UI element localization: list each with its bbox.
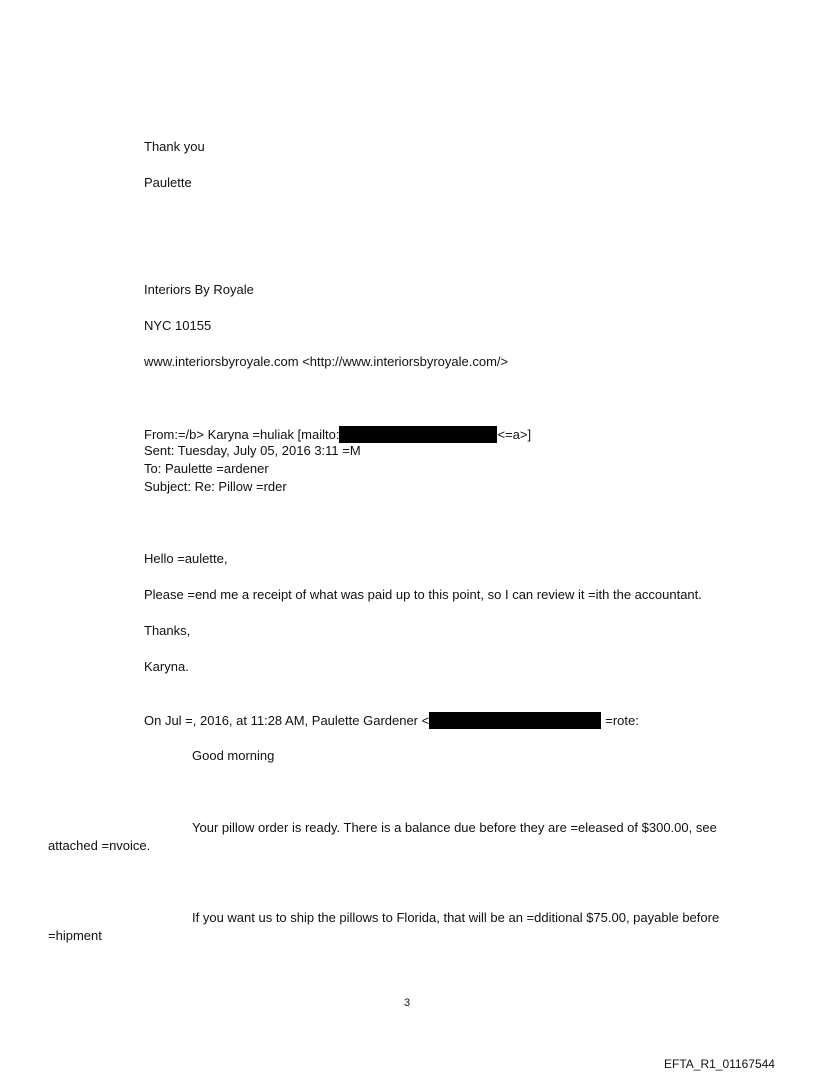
- quoted-para2-line1: If you want us to ship the pillows to Florida, that will be an =dditional $75.00, payable before: [192, 910, 720, 925]
- page-number: 3: [404, 997, 411, 1009]
- company-website: www.interiorsbyroyale.com <http://www.interiorsbyroyale.com/>: [144, 354, 509, 369]
- intro-prefix: On Jul =, 2016, at 11:28 AM, Paulette Gardener <: [144, 713, 430, 728]
- reply-thanks: Thanks,: [144, 623, 191, 638]
- company-name: Interiors By Royale: [144, 282, 254, 297]
- quoted-para1-line1: Your pillow order is ready. There is a balance due before they are =eleased of $300.00, see: [192, 820, 717, 835]
- email-from-line: [144, 426, 531, 443]
- redaction-block: [429, 712, 601, 729]
- from-suffix: <=a>]: [497, 427, 532, 442]
- email-to-line: To: Paulette =ardener: [144, 461, 269, 476]
- quoted-intro-line: [144, 712, 639, 729]
- reply-body: Please =end me a receipt of what was paid up to this point, so I can review it =ith the accountant.: [144, 587, 702, 602]
- signoff-thanks: Thank you: [144, 139, 205, 154]
- quoted-greeting: Good morning: [192, 748, 275, 763]
- quoted-para2-line2: =hipment: [48, 928, 102, 943]
- email-subject-line: Subject: Re: Pillow =rder: [144, 479, 287, 494]
- company-city: NYC 10155: [144, 318, 212, 333]
- document-id: EFTA_R1_01167544: [664, 1057, 775, 1071]
- from-prefix: From:=/b> Karyna =huliak [mailto:: [144, 427, 340, 442]
- intro-suffix: =rote:: [605, 713, 639, 728]
- redaction-block: [339, 426, 497, 443]
- reply-name: Karyna.: [144, 659, 189, 674]
- signoff-name: Paulette: [144, 175, 192, 190]
- email-sent-line: Sent: Tuesday, July 05, 2016 3:11 =M: [144, 443, 361, 458]
- reply-greeting: Hello =aulette,: [144, 551, 228, 566]
- quoted-para1-line2: attached =nvoice.: [48, 838, 151, 853]
